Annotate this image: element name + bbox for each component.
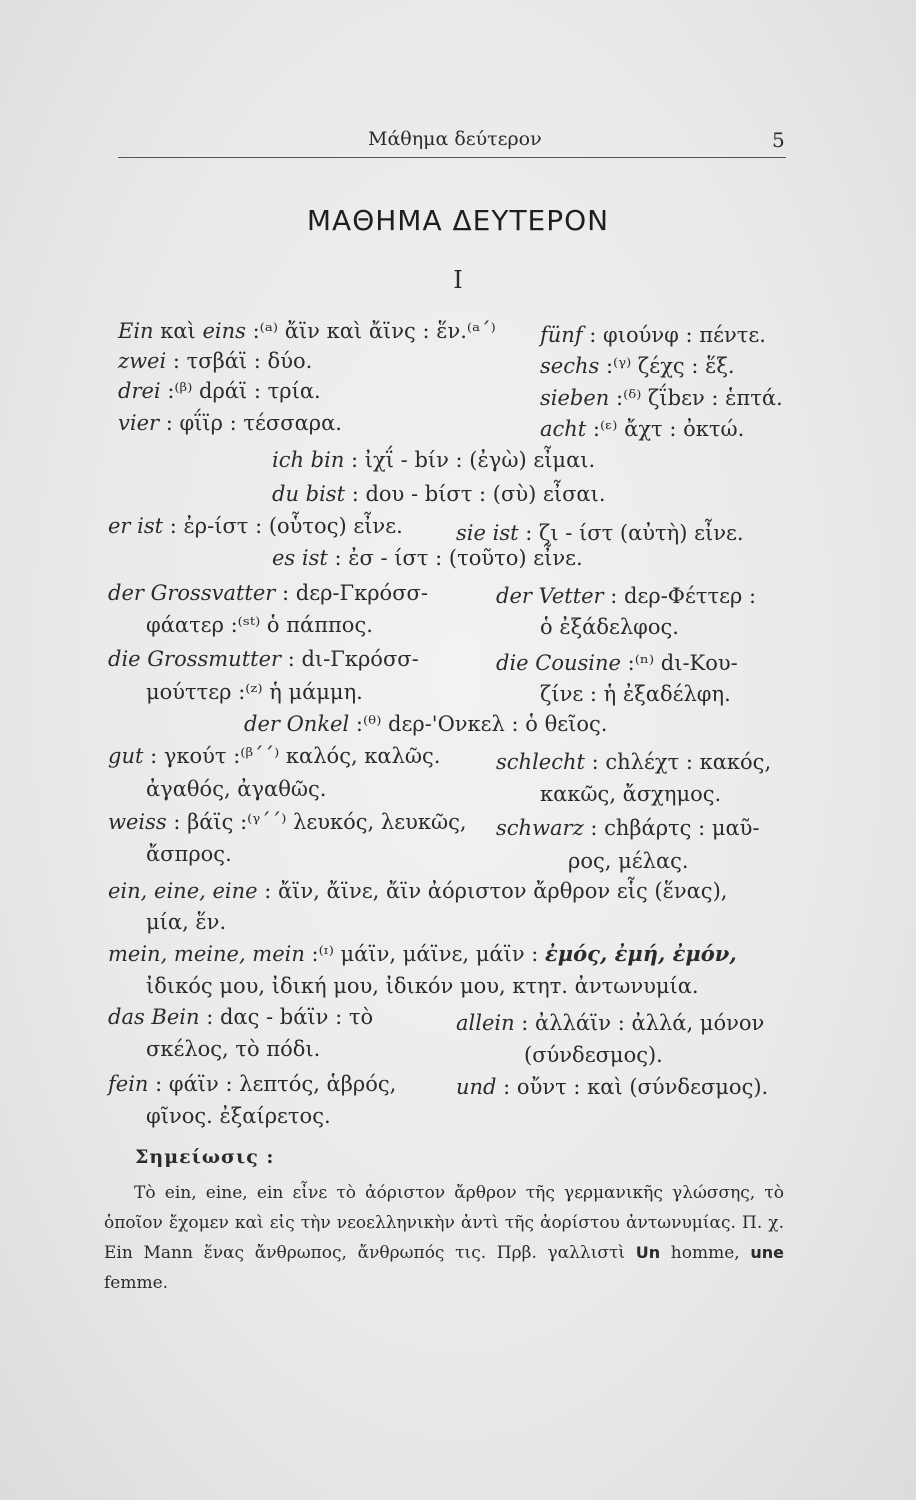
german-word: der Grossvatter [108,581,276,605]
german-word: sieben [540,386,610,410]
translation: :⁽ᶦ⁾ μάϊν, μάϊνε, μάϊν : [304,942,546,966]
vocab-entry-vetter [496,583,756,609]
vocab-entry-schlecht [496,749,771,775]
german-word: und [456,1075,497,1099]
german-word: vier [118,411,160,435]
translation: : chβάρτς : μαῦ- [583,816,760,840]
note-heading: Σημείωσις : [135,1146,275,1168]
vocab-entry-grossmutter-cont: μούττερ :⁽ᶻ⁾ ἡ μάμμη. [146,680,363,704]
vocab-entry-ein-eine [108,878,727,904]
vocab-entry-weiss [108,809,467,835]
translation: : οὔντ : καὶ (σύνδεσμος). [496,1075,769,1099]
translation: :⁽ᵋ⁾ ἄχτ : ὀκτώ. [586,417,745,441]
german-word: weiss [108,810,167,834]
vocab-entry-grossvatter-cont: φάατερ :⁽ˢᵗ⁾ ὁ πάππος. [146,613,373,637]
german-word: sechs [540,354,600,378]
translation: :⁽ᵃ⁾ ἄϊν καὶ ἄϊνς : ἕν.⁽ᵃ΄⁾ [245,319,496,343]
german-word: der Onkel [244,712,350,736]
german-phrase: es ist [272,546,328,570]
german-word: ein, eine, eine [108,879,258,903]
german-phrase: er ist [108,514,164,538]
vocab-entry-allein-cont: (σύνδεσμος). [524,1043,663,1067]
german-word: allein [456,1011,515,1035]
translation: :⁽ᶿ⁾ dερ-'Ονκελ : ὁ θεῖος. [349,712,608,736]
german-phrase: sie ist [456,521,519,545]
vocab-entry-vetter-cont: ὁ ἐξάδελφος. [540,615,679,639]
vocab-entry-acht [540,416,744,442]
vocab-entry-und [456,1074,768,1100]
translation: : ἐσ - ίστ : (τοῦτο) εἶνε. [327,546,583,570]
vocab-entry-onkel [244,711,607,737]
running-head: Μάθημα δεύτερον [368,128,542,150]
translation: : ἀλλάϊν : ἀλλά, μόνον [514,1011,765,1035]
header-rule [118,157,786,158]
german-word: fein [108,1072,149,1096]
translation-bold: ἐμός, ἐμή, ἐμόν, [545,941,737,966]
vocab-entry-schwarz-cont: ρος, μέλας. [568,849,689,873]
translation: : γκούτ :⁽ᵝ΄΄⁾ καλός, καλῶς. [143,744,441,768]
vocab-entry-cousine [496,650,738,676]
vocab-entry-mein-meine-cont: ἰδικός μου, ἰδική μου, ἰδικόν μου, κτηт. ἀντωνυμία. [146,974,699,998]
page-number: 5 [772,128,785,152]
vocab-entry-schlecht-cont: κακῶς, ἄσχημος. [540,782,722,806]
vocab-entry-fein [108,1071,396,1097]
note-french-une: une [750,1243,784,1262]
translation: : ἄϊν, ἄϊνε, ἄϊν ἀόριστον ἄρθρον εἷς (ἕνας), [257,879,728,903]
translation: : dερ-Γκρόσσ- [275,581,428,605]
german-phrase: ich bin [272,448,345,472]
vocab-entry-grossvatter [108,580,428,606]
vocab-entry-cousine-cont: ζίνε : ἡ ἐξαδέλφη. [540,682,731,706]
german-word: schlecht [496,750,585,774]
translation: : dερ-Φέττερ : [603,584,757,608]
vocab-entry-es-ist [272,545,583,571]
translation: : βάϊς :⁽ᵞ΄΄⁾ λευκός, λευκῶς, [166,810,467,834]
vocab-entry-sie-ist [456,520,744,546]
translation: : dας - bάϊν : τὸ [199,1005,374,1029]
german-word: der Vetter [496,584,604,608]
translation: : ζι - ίστ (αὐτὴ) εἶνε. [518,521,744,545]
lesson-title: ΜΑΘΗΜΑ ΔΕΥΤΕΡΟΝ [306,204,610,237]
german-word: drei [118,379,161,403]
vocab-entry-vier [118,410,342,436]
german-word: schwarz [496,816,584,840]
translation: : dου - bίστ : (σὺ) εἶσαι. [345,482,606,506]
note-paragraph [104,1178,784,1298]
translation: : φιούνφ : πέντε. [582,323,766,347]
german-word: acht [540,417,587,441]
translation: :⁽ᵟ⁾ ζΐbεν : ἑπτά. [609,386,783,410]
vocab-entry-drei [118,378,321,404]
conjunction: καὶ [153,319,203,343]
section-number: I [453,266,463,294]
vocab-entry-zwei [118,348,312,374]
translation: : φΐϊρ : τέσσαρα. [159,411,342,435]
german-word: eins [202,319,246,343]
note-text: Τὸ ein, eine, ein εἶνε τὸ ἀόριστον ἄρθρον τῆς γερμανικῆς γλώσσης, τὸ ὁποῖον ἔχομεν καὶ εἰς τὴν νεοελληνικὴν ἀντὶ τῆς ἀορίστου ἀντωνυμίας. Π. χ. Ein Mann ἕνας ἄνθρωπος, ἄνθρωπός τις. Πρβ. γαλλιστὶ [104,1183,784,1263]
german-word: das Bein [108,1005,200,1029]
vocab-entry-gut-cont: ἀγαθός, ἀγαθῶς. [146,777,327,801]
vocab-entry-gut [108,743,440,769]
vocab-entry-allein [456,1010,764,1036]
german-word: die Grossmutter [108,647,282,671]
vocab-entry-ein-eine-cont: μία, ἕν. [146,910,227,934]
note-text-end: femme. [104,1273,169,1293]
vocab-entry-er-ist [108,513,403,539]
german-phrase: du bist [272,482,346,506]
vocab-entry-sieben [540,385,783,411]
german-word: die Cousine [496,651,621,675]
vocab-entry-eins [118,318,496,344]
translation: :⁽ᵝ⁾ dράϊ : τρία. [160,379,321,403]
note-french-un: Un [635,1243,661,1262]
vocab-entry-bein-cont: σκέλος, τὸ πόδι. [146,1037,321,1061]
vocab-entry-weiss-cont: ἄσπρος. [146,842,232,866]
vocab-entry-du-bist [272,481,606,507]
german-word: zwei [118,349,167,373]
german-word: mein, meine, mein [108,942,305,966]
vocab-entry-sechs [540,353,735,379]
translation: : φάϊν : λεπτός, ἁβρός, [148,1072,397,1096]
vocab-entry-fuenf [540,322,766,348]
german-word: Ein [118,319,154,343]
vocab-entry-grossmutter [108,646,419,672]
translation: : τσβάϊ : δύο. [166,349,313,373]
vocab-entry-ich-bin [272,447,595,473]
translation: : chλέχτ : κακός, [584,750,772,774]
german-word: gut [108,744,144,768]
translation: : ἰχΐ - bίν : (ἐγὼ) εἶμαι. [344,448,596,472]
vocab-entry-mein-meine [108,941,737,967]
vocab-entry-schwarz [496,815,760,841]
translation: :⁽ᵞ⁾ ζέχς : ἕξ. [599,354,735,378]
vocab-entry-bein [108,1004,373,1030]
translation: : dι-Γκρόσσ- [281,647,419,671]
german-word: fünf [540,323,583,347]
translation: : ἐρ-ίστ : (οὗτος) εἶνε. [163,514,403,538]
note-text-cont: homme, [660,1243,751,1263]
vocab-entry-fein-cont: φῖνος. ἐξαίρετος. [146,1104,331,1128]
translation: :⁽ⁿ⁾ dι-Κου- [620,651,738,675]
